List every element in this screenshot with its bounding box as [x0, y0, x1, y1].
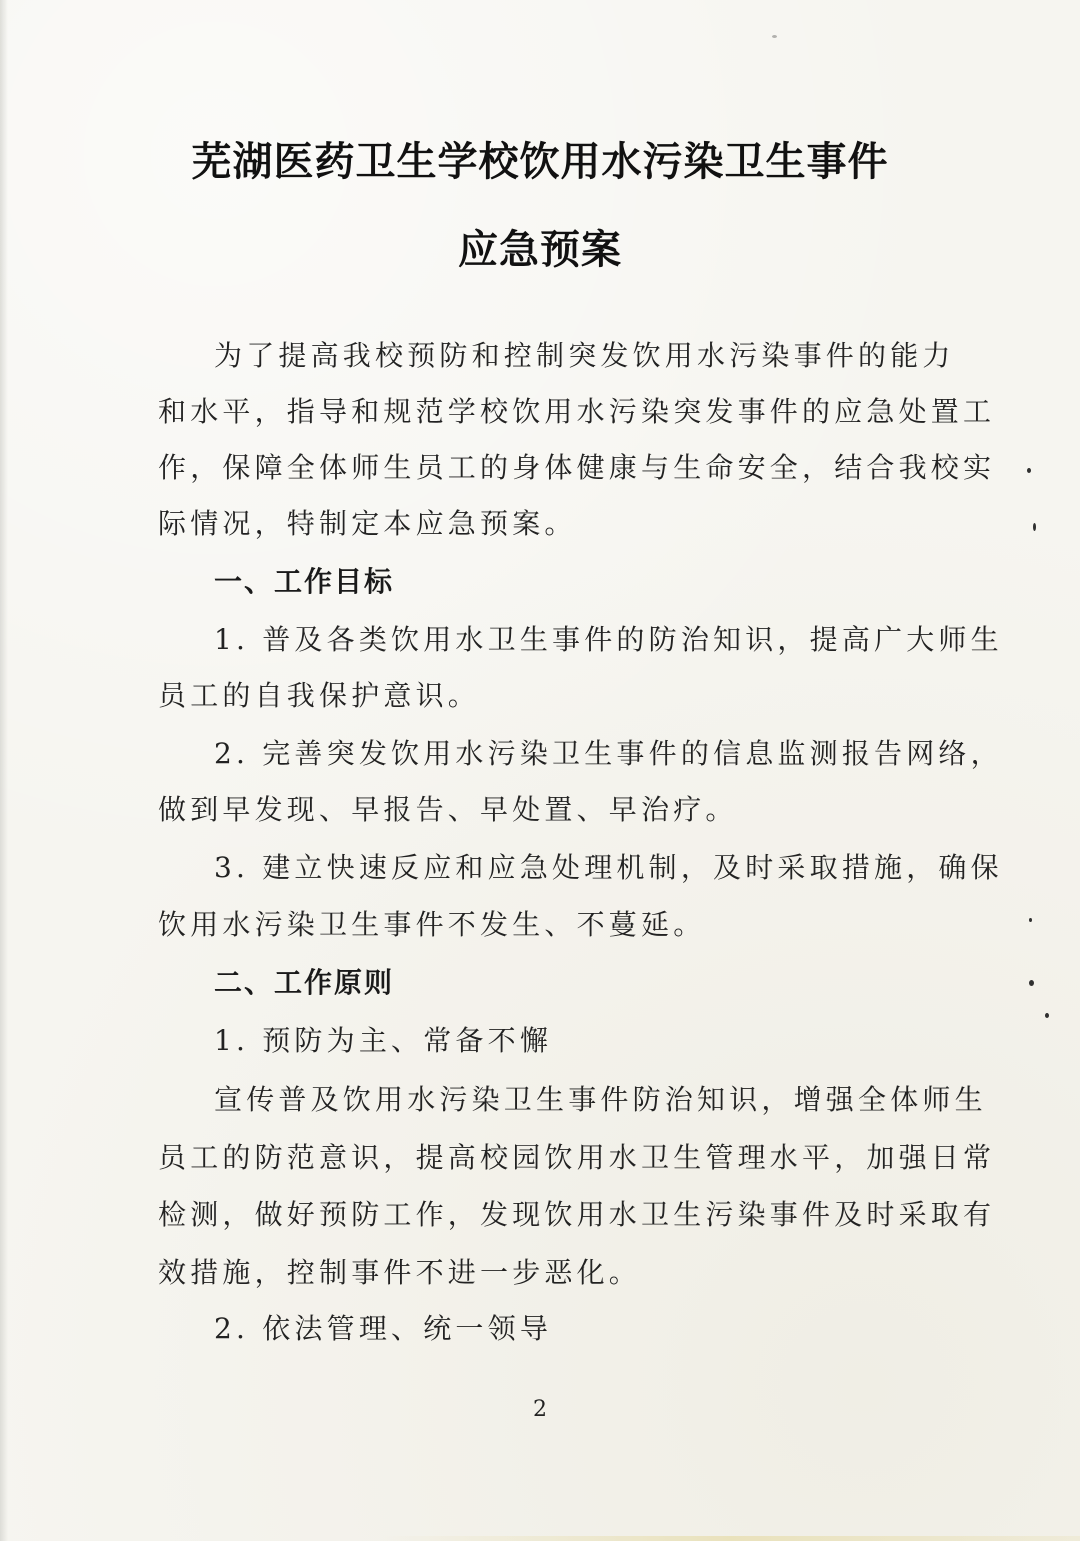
goal-3-line-2: 饮用水污染卫生事件不发生、不蔓延。: [158, 908, 706, 941]
principle-2-title: 2. 依法管理、统一领导: [214, 1312, 553, 1345]
principle-1-line-3: 检测，做好预防工作，发现饮用水卫生污染事件及时采取有: [158, 1198, 996, 1231]
document-title-line2: 应急预案: [458, 227, 622, 273]
scan-speck: [1045, 1013, 1049, 1018]
scan-speck: [1027, 468, 1031, 473]
page-number: 2: [533, 1397, 547, 1422]
goal-3-line-1: 3. 建立快速反应和应急处理机制，及时采取措施，确保: [214, 851, 1003, 884]
intro-line-4: 际情况，特制定本应急预案。: [158, 507, 577, 540]
principle-1-line-1: 宣传普及饮用水污染卫生事件防治知识，增强全体师生: [214, 1083, 987, 1116]
scan-speck: [772, 35, 777, 38]
principle-1-line-4: 效措施，控制事件不进一步恶化。: [158, 1256, 642, 1289]
goal-1-line-2: 员工的自我保护意识。: [158, 679, 481, 712]
principle-1-line-2: 员工的防范意识，提高校园饮用水卫生管理水平，加强日常: [158, 1141, 996, 1174]
goal-1-line-1: 1. 普及各类饮用水卫生事件的防治知识，提高广大师生: [214, 623, 1003, 656]
scan-speck: [1029, 980, 1034, 986]
section-heading-principles: 二、工作原则: [214, 966, 395, 999]
intro-line-3: 作，保障全体师生员工的身体健康与生命安全，结合我校实: [158, 451, 996, 484]
scan-speck: [1033, 523, 1036, 531]
principle-1-title: 1. 预防为主、常备不懈: [214, 1024, 553, 1057]
intro-line-2: 和水平，指导和规范学校饮用水污染突发事件的应急处置工: [158, 395, 996, 428]
document-title-line1: 芜湖医药卫生学校饮用水污染卫生事件: [191, 139, 889, 185]
scan-bottom-tint: [380, 1536, 1080, 1541]
scan-speck: [1029, 918, 1032, 922]
section-heading-goals: 一、工作目标: [214, 565, 395, 598]
intro-line-1: 为了提高我校预防和控制突发饮用水污染事件的能力: [214, 339, 955, 372]
goal-2-line-1: 2. 完善突发饮用水污染卫生事件的信息监测报告网络，: [214, 737, 1003, 770]
goal-2-line-2: 做到早发现、早报告、早处置、早治疗。: [158, 793, 738, 826]
